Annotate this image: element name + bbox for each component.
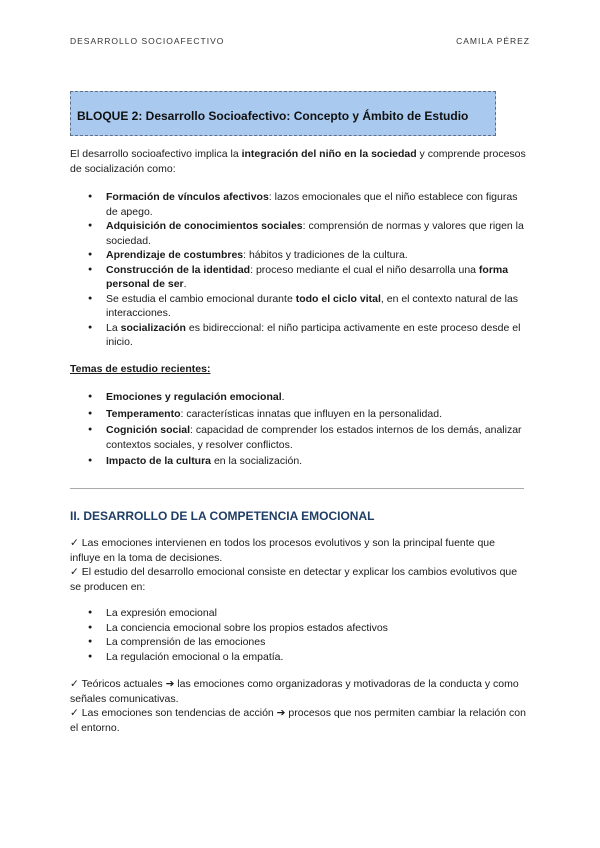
list-item: ● Aprendizaje de costumbres: hábitos y tradiciones de la cultura. xyxy=(70,248,528,263)
emotional-changes-list xyxy=(70,606,528,664)
bloque-title-box xyxy=(70,91,496,136)
list-item: ● La socialización es bidireccional: el niño participa activamente en este proceso desde el inicio. xyxy=(70,321,528,350)
section2-intro xyxy=(70,536,528,594)
list-item: ● Cognición social: capacidad de comprender los estados internos de los demás, analizar contextos sociales, y resolver conflictos. xyxy=(70,423,528,452)
bloque-title: BLOQUE 2: Desarrollo Socioafectivo: Concepto y Ámbito de Estudio xyxy=(77,109,469,123)
paragraph: ✓ Las emociones intervienen en todos los procesos evolutivos y son la principal fuente que influye en la toma de decisiones. xyxy=(70,537,495,564)
list-item: ● Adquisición de conocimientos sociales: comprensión de normas y valores que rigen la sociedad. xyxy=(70,219,528,248)
header-course: DESARROLLO SOCIOAFECTIVO xyxy=(70,36,225,46)
list-item: ● Se estudia el cambio emocional durante todo el ciclo vital, en el contexto natural de las interacciones. xyxy=(70,292,528,321)
list-item: ● La conciencia emocional sobre los propios estados afectivos xyxy=(70,621,528,636)
socialization-list xyxy=(70,190,528,350)
header-author: CAMILA PÉREZ xyxy=(456,36,530,46)
list-item: ● Construcción de la identidad: proceso mediante el cual el niño desarrolla una forma personal de ser. xyxy=(70,263,528,292)
intro-text-end: y comprende procesos de socialización como: xyxy=(70,148,526,175)
page-header xyxy=(70,36,530,48)
list-item: ● Emociones y regulación emocional. xyxy=(70,390,528,405)
temas-list xyxy=(70,390,528,471)
list-item: ● Temperamento: características innatas que influyen en la personalidad. xyxy=(70,407,528,422)
intro-bold: integración del niño en la sociedad xyxy=(241,148,417,160)
paragraph: ✓ Las emociones son tendencias de acción ➔ procesos que nos permiten cambiar la relación con el entorno. xyxy=(70,707,526,734)
list-item: ● La regulación emocional o la empatía. xyxy=(70,650,528,665)
section-divider xyxy=(70,488,524,489)
paragraph: ✓ El estudio del desarrollo emocional consiste en detectar y explicar los cambios evolutivos que se producen en: xyxy=(70,566,518,593)
list-item: ● La comprensión de las emociones xyxy=(70,635,528,650)
section-heading: II. DESARROLLO DE LA COMPETENCIA EMOCIONAL xyxy=(70,509,375,523)
section2-outro xyxy=(70,677,528,735)
list-item: ● Formación de vínculos afectivos: lazos emocionales que el niño establece con figuras de apego. xyxy=(70,190,528,219)
intro-text: El desarrollo socioafectivo implica la xyxy=(70,148,242,160)
paragraph: ✓ Teóricos actuales ➔ las emociones como organizadoras y motivadoras de la conducta y como señales comunicativas. xyxy=(70,678,519,705)
temas-heading: Temas de estudio recientes: xyxy=(70,363,211,375)
intro-paragraph xyxy=(70,147,528,176)
list-item: ● La expresión emocional xyxy=(70,606,528,621)
list-item: ● Impacto de la cultura en la socialización. xyxy=(70,454,528,469)
